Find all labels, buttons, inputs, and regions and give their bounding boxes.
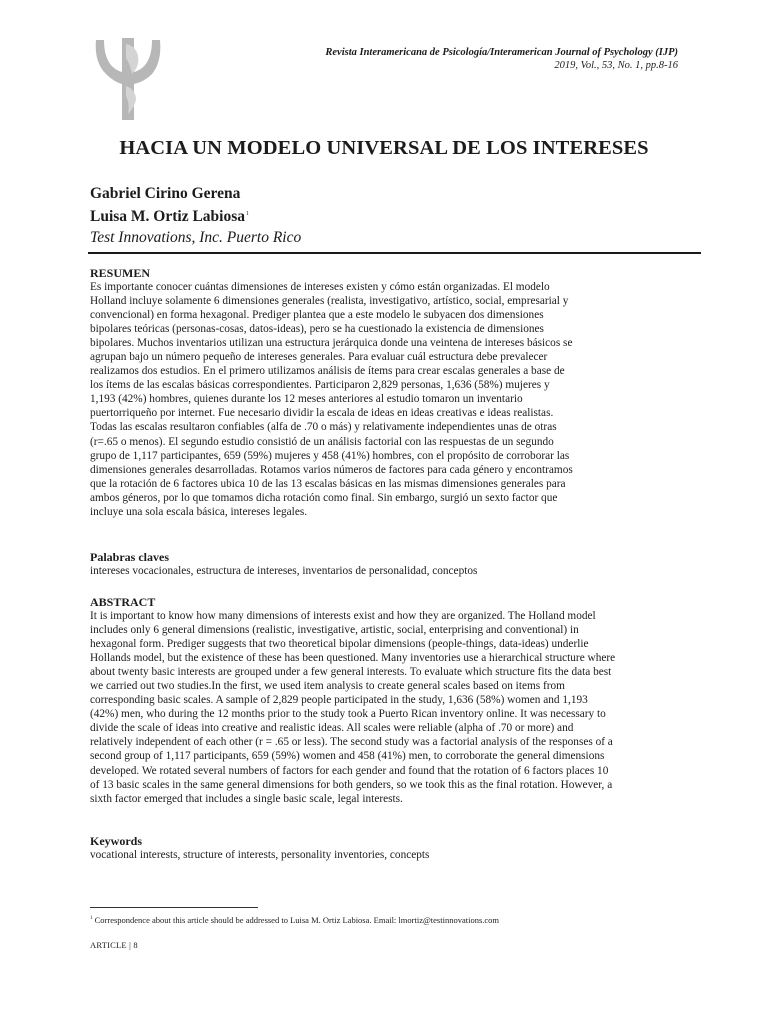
- text-line: incluye una sola escala básica, intereses legales.: [90, 505, 308, 518]
- text-line: agrupan bajo un número pequeño de intereses generales. Para evaluar cuál estructura debe prevalecer: [90, 351, 548, 364]
- text-line: includes only 6 general dimensions (realistic, investigative, artistic, social, enterprising and conventional) in: [90, 624, 579, 637]
- author-name: Luisa M. Ortiz Labiosa$^1$: [90, 208, 250, 226]
- journal-citation: 2019, Vol., 53, No. 1, pp.8-16: [554, 60, 678, 71]
- text-line: second group of 1,117 participants, 659 (59%) women and 458 (41%) men, to corroborate the general dimensions: [90, 750, 605, 763]
- text-line: los ítems de las escalas básicas correspondientes. Participaron 2,829 personas, 1,636 (58%) mujeres y: [90, 379, 550, 392]
- palabras-text: intereses vocacionales, estructura de intereses, inventarios de personalidad, conceptos: [90, 565, 478, 577]
- resumen-text: [90, 280, 690, 519]
- keywords-text: vocational interests, structure of interests, personality inventories, concepts: [90, 849, 430, 861]
- footnote-mark: 1: [90, 916, 93, 921]
- text-line: Es importante conocer cuántas dimensiones de intereses existen y cómo están organizadas. El modelo: [90, 281, 550, 293]
- text-line: developed. We rotated several numbers of factors for each gender and found that the rotation of 6 factors places 10: [90, 764, 609, 777]
- text-line: bipolares teóricas (personas-cosas, datos-ideas), pero se ha cuestionado la existencia de dimensiones: [90, 323, 544, 336]
- text-line: corresponding basic scales. A sample of 2,829 people participated in the study, 1,636 (58%) women and 1,193: [90, 694, 588, 707]
- text-line: hexagonal form. Prediger suggests that two theoretical bipolar dimensions (people-things, data-ideas) underlie: [90, 638, 589, 651]
- text-line: ambos géneros, por lo que tomamos dicha rotación como final. Sin embargo, surgió un sexto factor que: [90, 491, 558, 504]
- text-line: Todas las escalas resultaron confiables (alfa de .70 o más) y relativamente independientes unas de otras: [90, 421, 557, 434]
- text-line: Holland incluye solamente 6 dimensiones generales (realista, investigativo, artístico, social, empresarial y: [90, 295, 569, 308]
- text-line: (42%) men, who during the 12 months prior to the study took a Puerto Rican inventory online. It was necessary to: [90, 708, 606, 721]
- text-line: we carried out two studies.In the first, we used item analysis to create general scales based on items from: [90, 680, 565, 693]
- palabras-heading: Palabras claves: [90, 550, 169, 564]
- text-line: convencional) en forma hexagonal. Prediger plantea que a este modelo le subyacen dos dimensiones: [90, 309, 544, 322]
- text-line: dimensiones generales desarrolladas. Rotamos varios números de factores para cada género y encontramos: [90, 463, 573, 476]
- author-block: [90, 183, 301, 249]
- text-line: about twenty basic interests are grouped under a few general interests. To evaluate which structure fits the data best: [90, 666, 612, 679]
- author-affiliation: Test Innovations, Inc. Puerto Rico: [90, 229, 302, 247]
- palabras-section: [90, 550, 690, 578]
- text-line: puertorriqueño por internet. Fue necesario dividir la escala de ideas en ideas creativas e ideas realistas.: [90, 407, 554, 420]
- text-line: relatively independent of each other (r = .65 or less). The second study was a factorial analysis of the responses of a: [90, 736, 613, 749]
- text-line: divide the scale of ideas into creative and realistic ideas. All scales were reliable (alpha of .70 or more) and: [90, 722, 574, 735]
- text-line: grupo de 1,117 participantes, 659 (59%) mujeres y 458 (41%) hombres, con el propósito de corroborar las: [90, 449, 570, 462]
- author-name: Gabriel Cirino Gerena: [90, 185, 241, 202]
- text-line: realizamos dos estudios. En el primero utilizamos análisis de ítems para crear escalas generales a base de: [90, 365, 565, 378]
- text-line: que la rotación de 6 factores ubica 10 de las 13 escalas básicas en las mismas dimensiones generales para: [90, 477, 566, 490]
- text-line: bipolares. Muchos inventarios utilizan una estructura jerárquica donde una veintena de intereses básicos se: [90, 337, 573, 350]
- resumen-section: [90, 266, 690, 519]
- footnote-divider: [90, 907, 258, 908]
- text-line: 1,193 (42%) hombres, quienes durante los 12 meses anteriores al estudio tomaron un inventario: [90, 393, 523, 406]
- journal-logo-icon: [92, 34, 164, 124]
- keywords-heading: Keywords: [90, 834, 142, 848]
- abstract-text: [90, 609, 690, 806]
- footnote-text: Correspondence about this article should be addressed to Luisa M. Ortiz Labiosa. Email: lmortiz@testinnovations.com: [94, 914, 500, 925]
- footnote-mark: 1: [246, 211, 250, 217]
- journal-header: [238, 46, 678, 72]
- keywords-section: [90, 834, 690, 862]
- abstract-heading: ABSTRACT: [90, 595, 156, 609]
- header-divider: [88, 252, 701, 254]
- text-line: Hollands model, but the existence of these has been questioned. Many inventories use a hierarchical structure where: [90, 652, 616, 665]
- journal-name: Revista Interamericana de Psicología/Interamerican Journal of Psychology (IJP): [325, 47, 678, 58]
- footnote: [90, 913, 499, 926]
- resumen-heading: RESUMEN: [90, 266, 151, 280]
- text-line: It is important to know how many dimensions of interests exist and how they are organized. The Holland model: [90, 610, 596, 622]
- text-line: of 13 basic scales in the same general dimensions for both genders, so we took this as the final rotation. However, a: [90, 778, 613, 791]
- page-label: ARTICLE | 8: [90, 940, 138, 950]
- text-line: (r=.65 o menos). El segundo estudio consistió de un análisis factorial con las respuestas de un segundo: [90, 435, 554, 448]
- abstract-section: [90, 595, 690, 806]
- article-title: HACIA UN MODELO UNIVERSAL DE LOS INTERESES: [119, 137, 649, 159]
- text-line: sixth factor emerged that includes a single basic scale, legal interests.: [90, 792, 403, 805]
